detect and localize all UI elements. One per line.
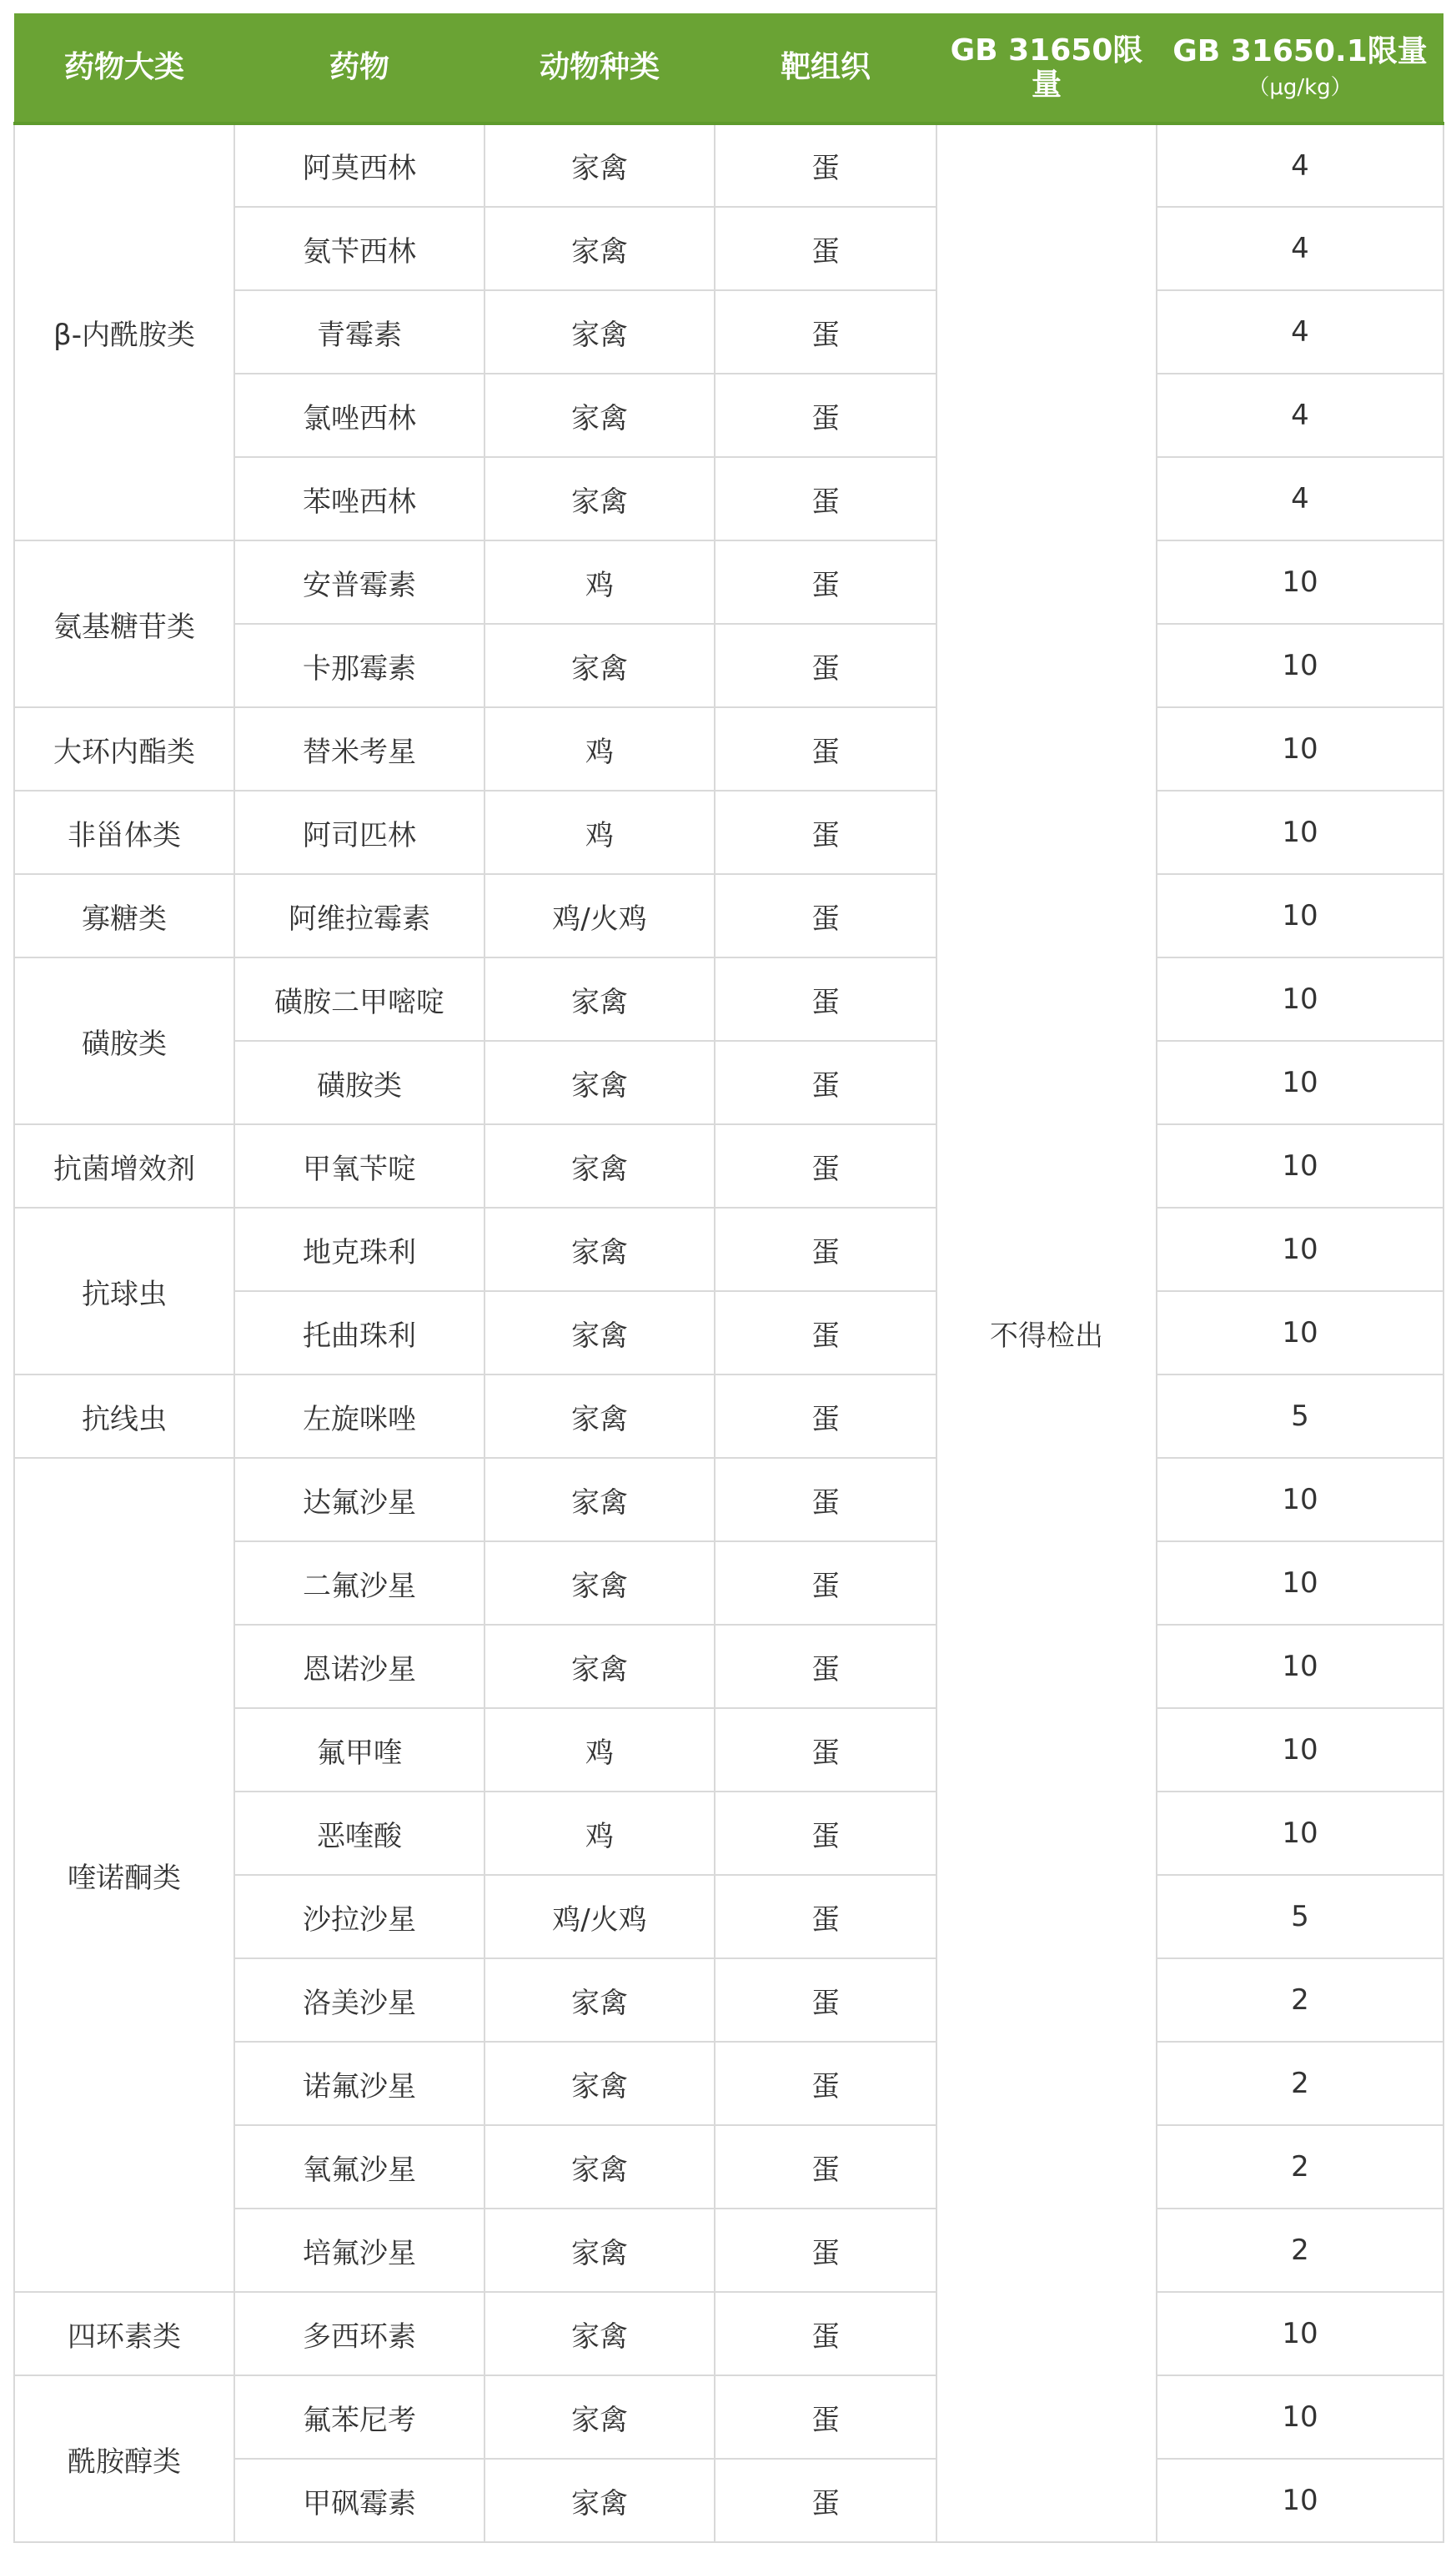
target-tissue-cell: 蛋 bbox=[715, 1875, 936, 1958]
target-tissue-cell: 蛋 bbox=[715, 290, 936, 374]
gb31650-1-limit-cell: 10 bbox=[1157, 1625, 1443, 1708]
drug-cell: 磺胺二甲嘧啶 bbox=[234, 957, 484, 1041]
gb31650-1-limit-cell: 10 bbox=[1157, 1291, 1443, 1374]
target-tissue-cell: 蛋 bbox=[715, 1374, 936, 1458]
animal-cell: 家禽 bbox=[484, 1958, 715, 2042]
gb31650-1-limit-cell: 5 bbox=[1157, 1875, 1443, 1958]
drug-cell: 二氟沙星 bbox=[234, 1541, 484, 1625]
gb31650-1-limit-cell: 10 bbox=[1157, 1792, 1443, 1875]
category-cell: 抗线虫 bbox=[14, 1374, 234, 1458]
gb31650-1-limit-cell: 10 bbox=[1157, 874, 1443, 957]
drug-cell: 氟苯尼考 bbox=[234, 2375, 484, 2459]
table-row bbox=[14, 874, 1443, 957]
animal-cell: 家禽 bbox=[484, 457, 715, 540]
gb31650-1-limit-cell: 10 bbox=[1157, 1041, 1443, 1124]
table-row bbox=[14, 540, 1443, 624]
animal-cell: 鸡 bbox=[484, 791, 715, 874]
header-gb31650-1-limit bbox=[1157, 13, 1443, 123]
target-tissue-cell: 蛋 bbox=[715, 1625, 936, 1708]
animal-cell: 家禽 bbox=[484, 1541, 715, 1625]
target-tissue-cell: 蛋 bbox=[715, 2375, 936, 2459]
category-cell: 寡糖类 bbox=[14, 874, 234, 957]
target-tissue-cell: 蛋 bbox=[715, 1208, 936, 1291]
target-tissue-cell: 蛋 bbox=[715, 1792, 936, 1875]
target-tissue-cell: 蛋 bbox=[715, 2292, 936, 2375]
gb31650-1-limit-cell: 10 bbox=[1157, 2292, 1443, 2375]
table-header bbox=[14, 13, 1443, 123]
drug-cell: 苯唑西林 bbox=[234, 457, 484, 540]
gb31650-1-limit-cell: 4 bbox=[1157, 290, 1443, 374]
animal-cell: 家禽 bbox=[484, 207, 715, 290]
table-row bbox=[14, 2375, 1443, 2459]
drug-cell: 培氟沙星 bbox=[234, 2209, 484, 2292]
header-gb31650-limit: GB 31650限量 bbox=[936, 13, 1157, 123]
table-row bbox=[14, 123, 1443, 207]
header-target-tissue: 靶组织 bbox=[715, 13, 936, 123]
category-cell: 磺胺类 bbox=[14, 957, 234, 1124]
drug-cell: 左旋咪唑 bbox=[234, 1374, 484, 1458]
animal-cell: 鸡/火鸡 bbox=[484, 1875, 715, 1958]
target-tissue-cell: 蛋 bbox=[715, 1708, 936, 1792]
target-tissue-cell: 蛋 bbox=[715, 540, 936, 624]
drug-cell: 氯唑西林 bbox=[234, 374, 484, 457]
header-category: 药物大类 bbox=[14, 13, 234, 123]
category-cell: 酰胺醇类 bbox=[14, 2375, 234, 2542]
drug-cell: 多西环素 bbox=[234, 2292, 484, 2375]
gb31650-limit-cell: 不得检出 bbox=[936, 123, 1157, 2542]
animal-cell: 家禽 bbox=[484, 2375, 715, 2459]
category-cell: 抗菌增效剂 bbox=[14, 1124, 234, 1208]
target-tissue-cell: 蛋 bbox=[715, 2209, 936, 2292]
animal-cell: 家禽 bbox=[484, 957, 715, 1041]
target-tissue-cell: 蛋 bbox=[715, 624, 936, 707]
animal-cell: 家禽 bbox=[484, 1625, 715, 1708]
header-row bbox=[14, 13, 1443, 123]
drug-cell: 氧氟沙星 bbox=[234, 2125, 484, 2209]
gb31650-1-limit-cell: 2 bbox=[1157, 2042, 1443, 2125]
animal-cell: 家禽 bbox=[484, 624, 715, 707]
header-drug: 药物 bbox=[234, 13, 484, 123]
target-tissue-cell: 蛋 bbox=[715, 2125, 936, 2209]
table-row bbox=[14, 957, 1443, 1041]
animal-cell: 家禽 bbox=[484, 2459, 715, 2542]
target-tissue-cell: 蛋 bbox=[715, 874, 936, 957]
target-tissue-cell: 蛋 bbox=[715, 1458, 936, 1541]
drug-cell: 甲氧苄啶 bbox=[234, 1124, 484, 1208]
gb31650-1-limit-cell: 10 bbox=[1157, 1124, 1443, 1208]
animal-cell: 家禽 bbox=[484, 2042, 715, 2125]
drug-cell: 卡那霉素 bbox=[234, 624, 484, 707]
category-cell: 喹诺酮类 bbox=[14, 1458, 234, 2292]
target-tissue-cell: 蛋 bbox=[715, 374, 936, 457]
animal-cell: 家禽 bbox=[484, 2209, 715, 2292]
drug-cell: 替米考星 bbox=[234, 707, 484, 791]
target-tissue-cell: 蛋 bbox=[715, 2042, 936, 2125]
table-row bbox=[14, 1208, 1443, 1291]
table-row bbox=[14, 707, 1443, 791]
animal-cell: 家禽 bbox=[484, 2292, 715, 2375]
target-tissue-cell: 蛋 bbox=[715, 1124, 936, 1208]
header-unit: （μg/kg） bbox=[1248, 74, 1353, 100]
table-row bbox=[14, 791, 1443, 874]
animal-cell: 鸡 bbox=[484, 540, 715, 624]
drug-cell: 达氟沙星 bbox=[234, 1458, 484, 1541]
gb31650-1-limit-cell: 10 bbox=[1157, 1208, 1443, 1291]
drug-cell: 洛美沙星 bbox=[234, 1958, 484, 2042]
animal-cell: 家禽 bbox=[484, 2125, 715, 2209]
animal-cell: 鸡 bbox=[484, 707, 715, 791]
animal-cell: 家禽 bbox=[484, 290, 715, 374]
gb31650-1-limit-cell: 10 bbox=[1157, 1458, 1443, 1541]
animal-cell: 鸡 bbox=[484, 1792, 715, 1875]
animal-cell: 鸡/火鸡 bbox=[484, 874, 715, 957]
animal-cell: 家禽 bbox=[484, 1041, 715, 1124]
table-body bbox=[14, 123, 1443, 2542]
animal-cell: 家禽 bbox=[484, 1208, 715, 1291]
category-cell: β-内酰胺类 bbox=[14, 123, 234, 540]
target-tissue-cell: 蛋 bbox=[715, 207, 936, 290]
target-tissue-cell: 蛋 bbox=[715, 1041, 936, 1124]
drug-cell: 阿司匹林 bbox=[234, 791, 484, 874]
gb31650-1-limit-cell: 4 bbox=[1157, 123, 1443, 207]
gb31650-1-limit-cell: 4 bbox=[1157, 207, 1443, 290]
animal-cell: 家禽 bbox=[484, 1374, 715, 1458]
target-tissue-cell: 蛋 bbox=[715, 1291, 936, 1374]
gb31650-1-limit-cell: 2 bbox=[1157, 1958, 1443, 2042]
gb31650-1-limit-cell: 10 bbox=[1157, 1708, 1443, 1792]
animal-cell: 家禽 bbox=[484, 123, 715, 207]
table-row bbox=[14, 2292, 1443, 2375]
target-tissue-cell: 蛋 bbox=[715, 791, 936, 874]
drug-cell: 地克珠利 bbox=[234, 1208, 484, 1291]
gb31650-1-limit-cell: 4 bbox=[1157, 457, 1443, 540]
category-cell: 抗球虫 bbox=[14, 1208, 234, 1374]
gb31650-1-limit-cell: 10 bbox=[1157, 2459, 1443, 2542]
residue-limit-table bbox=[13, 13, 1444, 2543]
target-tissue-cell: 蛋 bbox=[715, 1958, 936, 2042]
gb31650-1-limit-cell: 10 bbox=[1157, 791, 1443, 874]
drug-cell: 阿维拉霉素 bbox=[234, 874, 484, 957]
animal-cell: 家禽 bbox=[484, 1124, 715, 1208]
gb31650-1-limit-cell: 10 bbox=[1157, 624, 1443, 707]
table-row bbox=[14, 1124, 1443, 1208]
target-tissue-cell: 蛋 bbox=[715, 2459, 936, 2542]
target-tissue-cell: 蛋 bbox=[715, 707, 936, 791]
drug-cell: 恶喹酸 bbox=[234, 1792, 484, 1875]
animal-cell: 家禽 bbox=[484, 1291, 715, 1374]
table-row bbox=[14, 1458, 1443, 1541]
gb31650-1-limit-cell: 4 bbox=[1157, 374, 1443, 457]
drug-cell: 氟甲喹 bbox=[234, 1708, 484, 1792]
drug-cell: 甲砜霉素 bbox=[234, 2459, 484, 2542]
target-tissue-cell: 蛋 bbox=[715, 1541, 936, 1625]
target-tissue-cell: 蛋 bbox=[715, 123, 936, 207]
gb31650-1-limit-cell: 10 bbox=[1157, 1541, 1443, 1625]
gb31650-1-limit-cell: 10 bbox=[1157, 707, 1443, 791]
header-animal: 动物种类 bbox=[484, 13, 715, 123]
drug-cell: 安普霉素 bbox=[234, 540, 484, 624]
animal-cell: 家禽 bbox=[484, 374, 715, 457]
gb31650-1-limit-cell: 2 bbox=[1157, 2209, 1443, 2292]
drug-cell: 托曲珠利 bbox=[234, 1291, 484, 1374]
gb31650-1-limit-cell: 10 bbox=[1157, 540, 1443, 624]
category-cell: 大环内酯类 bbox=[14, 707, 234, 791]
gb31650-1-limit-cell: 5 bbox=[1157, 1374, 1443, 1458]
residue-limit-table-container bbox=[13, 13, 1443, 2543]
drug-cell: 青霉素 bbox=[234, 290, 484, 374]
gb31650-1-limit-cell: 10 bbox=[1157, 2375, 1443, 2459]
header-gb31650-1-title: GB 31650.1限量 bbox=[1172, 34, 1428, 69]
animal-cell: 鸡 bbox=[484, 1708, 715, 1792]
target-tissue-cell: 蛋 bbox=[715, 957, 936, 1041]
category-cell: 四环素类 bbox=[14, 2292, 234, 2375]
drug-cell: 阿莫西林 bbox=[234, 123, 484, 207]
drug-cell: 氨苄西林 bbox=[234, 207, 484, 290]
target-tissue-cell: 蛋 bbox=[715, 457, 936, 540]
drug-cell: 诺氟沙星 bbox=[234, 2042, 484, 2125]
gb31650-1-limit-cell: 10 bbox=[1157, 957, 1443, 1041]
drug-cell: 沙拉沙星 bbox=[234, 1875, 484, 1958]
category-cell: 非甾体类 bbox=[14, 791, 234, 874]
table-row bbox=[14, 1374, 1443, 1458]
drug-cell: 磺胺类 bbox=[234, 1041, 484, 1124]
category-cell: 氨基糖苷类 bbox=[14, 540, 234, 707]
gb31650-1-limit-cell: 2 bbox=[1157, 2125, 1443, 2209]
animal-cell: 家禽 bbox=[484, 1458, 715, 1541]
drug-cell: 恩诺沙星 bbox=[234, 1625, 484, 1708]
